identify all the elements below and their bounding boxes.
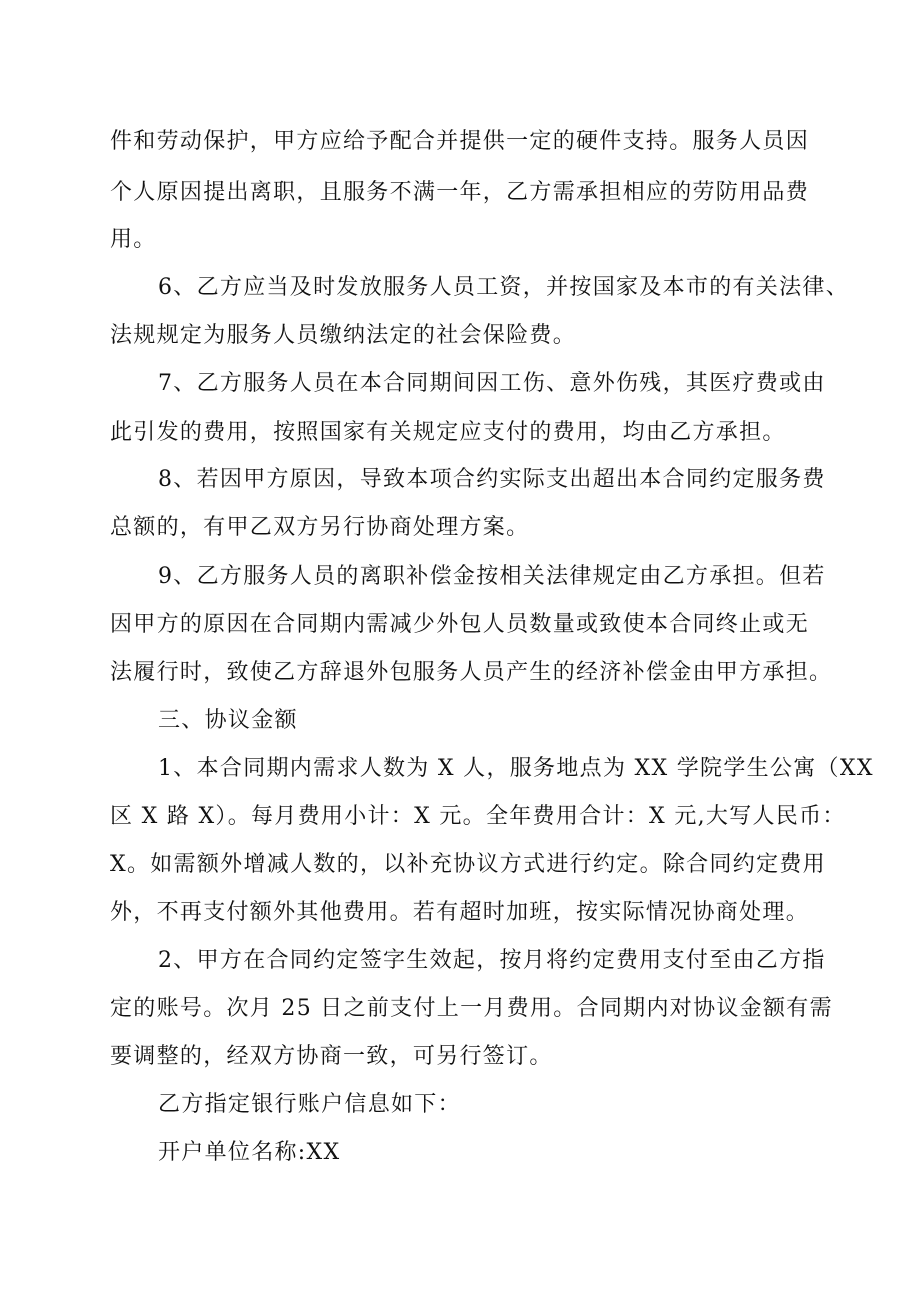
text-line: 6、乙方应当及时发放服务人员工资，并按国家及本市的有关法律、 xyxy=(158,275,849,300)
text-line: 乙方指定银行账户信息如下： xyxy=(158,1092,461,1117)
text-line: 要调整的，经双方协商一致，可另行签订。 xyxy=(110,1044,553,1069)
text-line: 总额的，有甲乙双方另行协商处理方案。 xyxy=(110,515,530,540)
text-line: 8、若因甲方原因，导致本项合约实际支出超出本合同约定服务费 xyxy=(158,467,826,492)
text-line: 开户单位名称:XX xyxy=(158,1140,341,1165)
text-line: 定的账号。次月 25 日之前支付上一月费用。合同期内对协议金额有需 xyxy=(110,996,833,1021)
text-line: 9、乙方服务人员的离职补偿金按相关法律规定由乙方承担。但若 xyxy=(158,564,826,589)
section-heading: 三、协议金额 xyxy=(158,708,298,733)
text-line: 用。 xyxy=(110,227,157,252)
text-line: 因甲方的原因在合同期内需减少外包人员数量或致使本合同终止或无 xyxy=(110,612,810,637)
text-line: 1、本合同期内需求人数为 X 人，服务地点为 XX 学院学生公寓（XX xyxy=(158,756,874,781)
text-line: 法履行时，致使乙方辞退外包服务人员产生的经济补偿金由甲方承担。 xyxy=(110,660,833,685)
text-line: 个人原因提出离职，且服务不满一年，乙方需承担相应的劳防用品费 xyxy=(110,180,810,205)
text-line: 此引发的费用，按照国家有关规定应支付的费用，均由乙方承担。 xyxy=(110,420,786,445)
text-line: 外，不再支付额外其他费用。若有超时加班，按实际情况协商处理。 xyxy=(110,900,810,925)
text-line: 法规规定为服务人员缴纳法定的社会保险费。 xyxy=(110,323,577,348)
text-line: 7、乙方服务人员在本合同期间因工伤、意外伤残，其医疗费或由 xyxy=(158,371,826,396)
text-line: 2、甲方在合同约定签字生效起，按月将约定费用支付至由乙方指 xyxy=(158,948,826,973)
text-line: 件和劳动保护，甲方应给予配合并提供一定的硬件支持。服务人员因 xyxy=(110,129,810,154)
text-line: X。如需额外增减人数的，以补充协议方式进行约定。除合同约定费用 xyxy=(110,852,826,877)
text-line: 区 X 路 X）。每月费用小计：X 元。全年费用合计：X 元,大写人民币： xyxy=(110,804,846,829)
